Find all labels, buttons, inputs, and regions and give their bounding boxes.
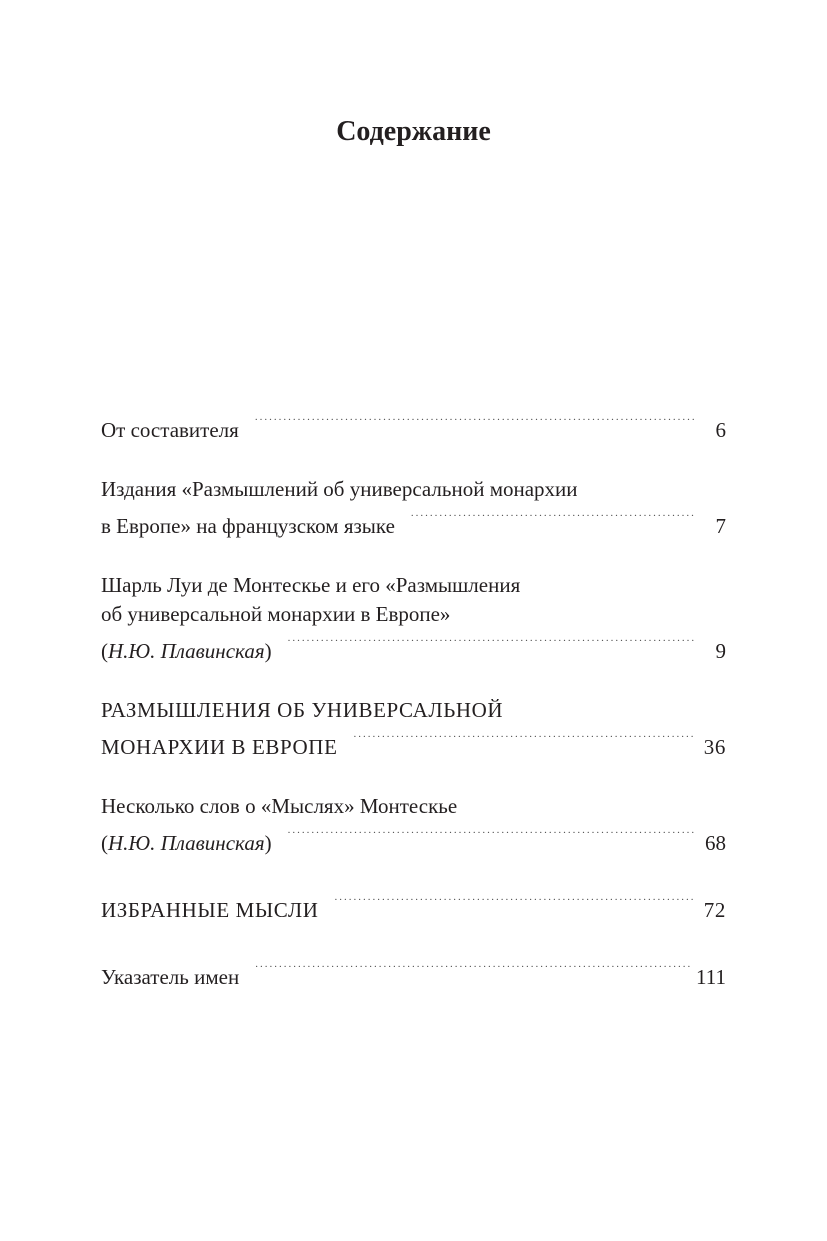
toc-entry-selected-thoughts[interactable] [101, 888, 726, 925]
page-number: 7 [715, 514, 726, 538]
toc-entry-title-line: РАЗМЫШЛЕНИЯ ОБ УНИВЕРСАЛЬНОЙ [101, 698, 504, 722]
toc-entry-author: Н.Ю. Плавинская [108, 831, 265, 855]
toc-entry-name-index[interactable] [101, 955, 726, 992]
toc-entry-title: От составителя [101, 418, 239, 442]
toc-entry-author-wrap: (Н.Ю. Плавинская) [101, 831, 272, 855]
toc-entry-title-line: Несколько слов о «Мыслях» Монтескье [101, 794, 458, 818]
toc-entry-line [101, 504, 726, 541]
page-number: 68 [705, 831, 726, 855]
toc-entry-title-line: об универсальной монархии в Европе» [101, 602, 451, 626]
dot-leader [335, 888, 696, 917]
toc-entry-line [101, 821, 726, 858]
page-number: 111 [696, 965, 726, 989]
toc-entry-line [101, 408, 726, 445]
toc-entry-thoughts-note[interactable] [101, 792, 726, 858]
toc-entry-title-line: Шарль Луи де Монтескье и его «Размышления [101, 573, 521, 597]
toc-entry-title-line: в Европе» на французском языке [101, 514, 395, 538]
toc-entry-line [101, 629, 726, 666]
page-number: 6 [715, 418, 726, 442]
toc-entry-from-compiler[interactable] [101, 408, 726, 445]
toc-entry-montesquieu-essay[interactable] [101, 571, 726, 666]
page-number: 9 [715, 639, 726, 663]
toc-entry-author: Н.Ю. Плавинская [108, 639, 265, 663]
dot-leader [411, 504, 696, 533]
toc-entry-line [101, 955, 726, 992]
toc-entry-reflections[interactable] [101, 696, 726, 762]
dot-leader [255, 955, 690, 984]
toc-entry-author-wrap: (Н.Ю. Плавинская) [101, 639, 272, 663]
dot-leader [255, 408, 696, 437]
toc-entry-editions[interactable] [101, 475, 726, 541]
toc-entry-title: ИЗБРАННЫЕ МЫСЛИ [101, 898, 319, 922]
toc-entry-line [101, 725, 726, 762]
dot-leader [288, 821, 696, 850]
page-title: Содержание [336, 116, 491, 147]
toc-entry-title-line: Издания «Размышлений об универсальной монархии [101, 477, 578, 501]
toc-entry-title-line: МОНАРХИИ В ЕВРОПЕ [101, 735, 338, 759]
dot-leader [354, 725, 697, 754]
toc-entry-line [101, 888, 726, 925]
toc-entry-title: Указатель имен [101, 965, 240, 989]
page-number: 36 [703, 735, 726, 759]
page-number: 72 [703, 898, 726, 922]
table-of-contents [101, 408, 726, 992]
dot-leader [288, 629, 696, 658]
